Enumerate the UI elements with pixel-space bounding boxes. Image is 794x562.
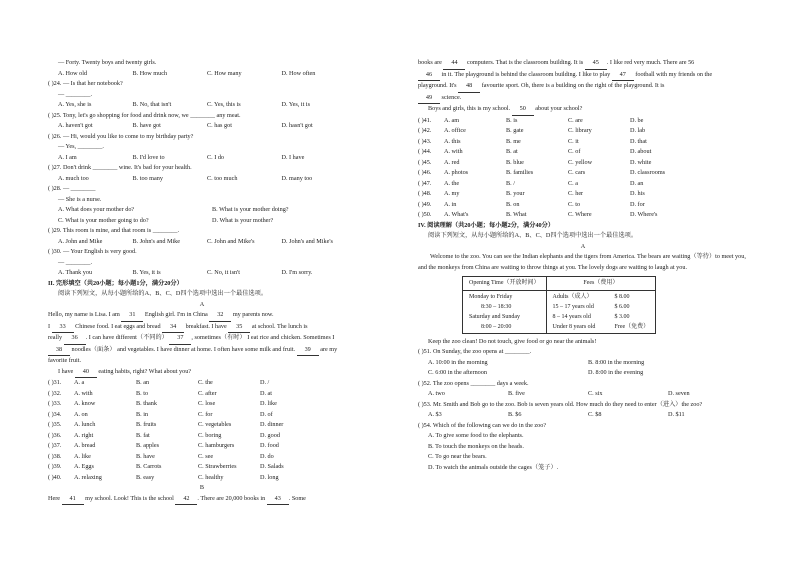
q29-options xyxy=(48,237,356,248)
passage-c-end: Keep the zoo clean! Do not touch, give food or go near the animals! xyxy=(428,337,597,345)
option[interactable]: A. like xyxy=(74,452,91,460)
cloze-question-row xyxy=(418,168,748,179)
option[interactable]: B. have xyxy=(136,452,155,460)
option[interactable]: D. be xyxy=(630,116,644,124)
option[interactable]: B. thank xyxy=(136,400,157,407)
question-number: ( )37. xyxy=(48,442,62,449)
option[interactable]: A. am xyxy=(444,116,460,124)
fee-amount: $ 6.00 xyxy=(614,303,630,310)
cloze-question-row xyxy=(418,126,748,137)
option[interactable]: B. gate xyxy=(506,127,524,134)
text: . Some xyxy=(288,494,306,502)
text: breakfast. I have xyxy=(184,322,229,330)
blank-37[interactable]: 37 xyxy=(169,333,191,345)
option[interactable]: A. 10:00 in the morning xyxy=(428,358,488,366)
option[interactable]: A. office xyxy=(444,127,466,134)
option[interactable]: A. this xyxy=(444,137,461,145)
passage-a-line xyxy=(48,367,356,379)
question-number: ( )33. xyxy=(48,400,62,407)
q24-options xyxy=(48,100,356,111)
question-number: ( )38. xyxy=(48,452,62,460)
cloze-question-row xyxy=(418,116,748,127)
option[interactable]: D. like xyxy=(260,400,277,407)
q51-options-row1 xyxy=(418,358,748,369)
option[interactable]: B. blue xyxy=(506,158,524,166)
option[interactable]: D. $11 xyxy=(668,411,685,418)
option[interactable]: A. on xyxy=(74,410,88,418)
option[interactable]: B. is xyxy=(506,116,518,124)
fee-row xyxy=(553,322,650,332)
q25-options xyxy=(48,121,356,132)
passage-b-line xyxy=(418,70,748,82)
text: books are xyxy=(418,59,444,66)
question-number: ( )48. xyxy=(418,190,432,197)
fee-amount: $ 8.00 xyxy=(614,293,630,300)
cloze-question-row xyxy=(48,462,356,473)
q26-reply: — Yes, ________. xyxy=(58,143,104,150)
option[interactable]: A. To give some food to the elephants. xyxy=(428,432,524,439)
question-number: ( )44. xyxy=(418,148,432,155)
option[interactable]: B. apples xyxy=(136,442,160,449)
q28-options-row1 xyxy=(48,205,366,216)
option[interactable]: C. has got xyxy=(207,122,232,129)
option[interactable]: C. six xyxy=(588,390,603,397)
cloze-a-options xyxy=(48,378,356,483)
option[interactable]: D. / xyxy=(260,379,270,386)
option[interactable]: D. for xyxy=(630,200,645,208)
cloze-question-row xyxy=(418,210,748,221)
blank-44[interactable]: 44 xyxy=(443,58,465,70)
q23-answer: — Forty. Twenty boys and twenty girls. xyxy=(58,59,157,66)
cloze-question-row xyxy=(48,452,356,463)
text: really xyxy=(48,334,64,341)
passage-a-line xyxy=(48,322,356,334)
option[interactable]: D. 8:00 in the evening xyxy=(588,369,644,376)
blank-45[interactable]: 45 xyxy=(585,58,607,70)
option[interactable]: D. Yes, it is xyxy=(281,101,311,108)
passage-a-line xyxy=(48,345,356,357)
q26-stem: ( )26. — Hi, would you like to come to my birthday party? xyxy=(48,132,194,140)
text: . I can have different（不同的） xyxy=(85,334,170,341)
option[interactable]: D. about xyxy=(630,148,652,155)
text: my school. Look! This is the school xyxy=(83,494,176,502)
text: I have xyxy=(58,367,75,375)
option[interactable]: D. hasn't got xyxy=(281,122,313,129)
question-number: ( )45. xyxy=(418,158,432,166)
fees-cell xyxy=(546,290,656,333)
option[interactable]: D. an xyxy=(630,179,644,187)
blank-50[interactable]: 50 xyxy=(512,104,534,116)
option[interactable]: A. What's xyxy=(444,211,469,218)
option[interactable]: D. To watch the animals outside the cages（笼子）. xyxy=(428,463,559,471)
option[interactable]: C. Strawberries xyxy=(198,463,237,470)
option[interactable]: C. the xyxy=(198,379,213,386)
cloze-question-row xyxy=(48,420,356,431)
option[interactable]: C. boring xyxy=(198,431,222,439)
option[interactable]: B. $6 xyxy=(508,411,522,418)
cloze-question-row xyxy=(418,189,748,200)
opening-line: Saturday and Sunday xyxy=(469,313,520,320)
option[interactable]: C. I do xyxy=(207,153,225,161)
option[interactable]: D. food xyxy=(260,442,279,449)
cloze-question-row xyxy=(48,431,356,442)
option[interactable]: B. on xyxy=(506,200,520,208)
blank-38[interactable]: 38 xyxy=(48,345,70,357)
q54-stem: ( )54. Which of the following can we do in the zoo? xyxy=(418,421,547,429)
table-header-fees: Fees（费用） xyxy=(546,277,656,291)
q53-options xyxy=(418,410,748,421)
option[interactable]: A. the xyxy=(444,179,460,187)
question-number: ( )49. xyxy=(418,200,432,208)
blank-39[interactable]: 39 xyxy=(297,345,319,357)
option[interactable]: A. How old xyxy=(58,69,88,77)
q30-reply: — ________. xyxy=(58,258,93,266)
option[interactable]: D. many too xyxy=(281,174,313,182)
text: Chinese food. I eat eggs and bread xyxy=(73,322,163,330)
text: , sometimes（有时） I eat rice and chicken. Sometimes I xyxy=(191,334,335,341)
option[interactable]: C. her xyxy=(568,190,584,197)
text: in it. The playground is behind the classroom building. I like to play xyxy=(440,70,612,78)
option[interactable]: C. $8 xyxy=(588,411,602,418)
passage-b-line xyxy=(418,81,748,93)
blank-41[interactable]: 41 xyxy=(62,494,84,506)
option[interactable]: D. his xyxy=(630,190,645,197)
option[interactable]: C. How many xyxy=(207,69,242,77)
fee-who: Adults（成人） xyxy=(552,293,593,300)
text: Here xyxy=(48,494,62,502)
option[interactable]: A. right xyxy=(74,431,94,439)
question-number: ( )32. xyxy=(48,389,62,397)
q52-stem: ( )52. The zoo opens ________ days a week. xyxy=(418,379,529,387)
blank-48[interactable]: 48 xyxy=(458,81,480,93)
option[interactable]: C. library xyxy=(568,127,592,134)
option[interactable]: C. a xyxy=(568,179,578,187)
opening-times-cell xyxy=(463,290,547,333)
option[interactable]: B. How much xyxy=(132,69,168,77)
q23-options xyxy=(48,69,356,80)
option[interactable]: B. have got xyxy=(132,122,161,129)
text: I xyxy=(48,322,52,330)
option[interactable]: D. that xyxy=(630,137,647,145)
question-number: ( )31. xyxy=(48,379,62,386)
question-number: ( )47. xyxy=(418,179,432,187)
option[interactable]: A. lunch xyxy=(74,421,96,428)
text: favourite sport. Oh, there is a building on the right of the playground. It is xyxy=(480,82,665,89)
table-header-opening: Opening Time（开放时间） xyxy=(463,277,547,291)
option[interactable]: A. $3 xyxy=(428,411,442,418)
option[interactable]: B. To touch the monkeys on the heads. xyxy=(428,442,524,450)
cloze-question-row xyxy=(418,200,748,211)
opening-line: 8:00 – 20:00 xyxy=(481,323,512,330)
option[interactable]: A. I am xyxy=(58,153,77,161)
cloze-question-row xyxy=(418,158,748,169)
option[interactable]: D. How often xyxy=(281,69,316,77)
text: science. xyxy=(440,93,462,101)
option[interactable]: C. hamburgers xyxy=(198,442,235,449)
zoo-info-table xyxy=(462,276,656,334)
text: my parents now. xyxy=(231,311,274,318)
cloze-question-row xyxy=(48,389,356,400)
cloze-question-row xyxy=(48,410,356,421)
option[interactable]: D. I have xyxy=(281,153,305,161)
option[interactable]: B. families xyxy=(506,169,534,176)
q30-stem: ( )30. — Your English is very good. xyxy=(48,248,137,255)
option[interactable]: C. after xyxy=(198,389,217,397)
blank-35[interactable]: 35 xyxy=(228,322,250,334)
section-4-instructions: 阅读下列短文，从每小题所给的A、B、C、D四个选项中选出一个最佳选项。 xyxy=(428,232,638,239)
section-4-title: IV. 阅读理解（共20小题；每小题2分，满分40分） xyxy=(418,221,555,229)
option[interactable]: C. vegetables xyxy=(198,421,232,428)
opening-line: Monday to Friday xyxy=(469,293,513,300)
fee-who: Under 8 years old xyxy=(552,323,596,330)
passage-b-line xyxy=(418,104,748,116)
blank-36[interactable]: 36 xyxy=(64,333,86,345)
option[interactable]: C. it xyxy=(568,137,579,145)
option[interactable]: D. of xyxy=(260,410,273,418)
q24-reply: — ________. xyxy=(58,90,93,98)
option[interactable]: B. an xyxy=(136,379,150,386)
option[interactable]: A. relaxing xyxy=(74,473,102,481)
option[interactable]: B. fat xyxy=(136,431,150,439)
fee-row xyxy=(553,302,650,312)
cloze-question-row xyxy=(418,179,748,190)
section-2-title: II. 完形填空（共20小题；每小题1分，满分20分） xyxy=(48,279,183,287)
option[interactable]: B. No, that isn't xyxy=(132,101,172,108)
q27-stem: ( )27. Don't drink ________ wine. It's bad for your health. xyxy=(48,164,192,171)
option[interactable]: C. lose xyxy=(198,400,216,407)
question-number: ( )46. xyxy=(418,169,432,176)
passage-a-line: favorite fruit. xyxy=(48,357,81,364)
option[interactable]: D. seven xyxy=(668,390,690,397)
option[interactable]: B. 8:00 in the morning xyxy=(588,358,645,366)
question-number: ( )42. xyxy=(418,127,432,134)
passage-c-label: A xyxy=(580,242,586,250)
option[interactable]: B. too many xyxy=(132,174,163,182)
option[interactable]: A. in xyxy=(444,200,457,208)
text: computers. That is the classroom building. It is xyxy=(465,59,585,66)
option[interactable]: D. classrooms xyxy=(630,169,666,176)
cloze-b-options xyxy=(418,116,748,221)
option[interactable]: B. me xyxy=(506,137,521,145)
option[interactable]: A. Thank you xyxy=(58,269,93,276)
text: English girl. I'm in China xyxy=(143,311,210,318)
option[interactable]: D. long xyxy=(260,473,279,481)
option[interactable]: C. healthy xyxy=(198,473,224,481)
option[interactable]: C. What is your mother going to do? xyxy=(58,216,149,224)
option[interactable]: C. 6:00 in the afternoon xyxy=(428,369,487,376)
option[interactable]: B. easy xyxy=(136,473,155,481)
q28-reply: — She is a nurse. xyxy=(58,195,102,203)
q25-stem: ( )25. Tony, let's go shopping for food and drink now, we ________ any meat. xyxy=(48,111,241,119)
q53-stem: ( )53. Mr. Smith and Bob go to the zoo. Bob is seven years old. How much do they need to enter（进入）the zoo? xyxy=(418,400,703,408)
blank-34[interactable]: 34 xyxy=(162,322,184,334)
passage-b-line xyxy=(418,58,748,70)
option[interactable]: A. John and Mike xyxy=(58,237,103,245)
opening-line: 8:30 – 18:30 xyxy=(481,303,512,310)
passage-a-line xyxy=(48,310,356,322)
section-2-instructions: 阅读下列短文，从每小题所给的A、B、C、D四个选项中选出一个最佳选项。 xyxy=(58,290,268,297)
blank-32[interactable]: 32 xyxy=(209,310,231,322)
option[interactable]: A. a xyxy=(74,379,85,386)
q51-options-row2 xyxy=(418,368,748,379)
option[interactable]: D. lab xyxy=(630,127,646,134)
right-column xyxy=(418,58,748,473)
cloze-question-row xyxy=(48,441,356,452)
text: noodles（面条） and vegetables. I have dinner at home. I often have some milk and fruit. xyxy=(70,345,297,353)
option[interactable]: A. haven't got xyxy=(58,122,93,129)
text: football with my friends on the xyxy=(633,70,713,78)
option[interactable]: A. photos xyxy=(444,169,469,176)
option[interactable]: C. Yes, this is xyxy=(207,101,241,108)
q26-options xyxy=(48,153,356,164)
question-number: ( )39. xyxy=(48,463,62,470)
q51-stem: ( )51. On Sunday, the zoo opens at ________. xyxy=(418,348,532,355)
blank-31[interactable]: 31 xyxy=(121,310,143,322)
passage-b-line xyxy=(418,93,748,105)
fee-row xyxy=(553,312,650,322)
fee-amount: $ 3.00 xyxy=(614,313,630,320)
q30-options xyxy=(48,268,356,279)
option[interactable]: D. John's and Mike's xyxy=(281,237,333,245)
text: eating habits, right? What about you? xyxy=(96,367,192,375)
cloze-question-row xyxy=(418,147,748,158)
text: at school. The lunch is xyxy=(250,322,308,330)
option[interactable]: C. To go near the bears. xyxy=(428,453,487,460)
question-number: ( )35. xyxy=(48,421,62,428)
blank-40[interactable]: 40 xyxy=(75,367,97,379)
left-column xyxy=(48,58,356,505)
option[interactable]: D. Where's xyxy=(630,211,658,218)
cloze-question-row xyxy=(48,473,356,484)
option[interactable]: A. much too xyxy=(58,174,89,182)
option[interactable]: B. What is your mother doing? xyxy=(212,206,289,213)
option[interactable]: A. with xyxy=(74,389,93,397)
q27-options xyxy=(48,174,356,185)
option[interactable]: C. John and Mike's xyxy=(207,237,255,245)
question-number: ( )36. xyxy=(48,431,62,439)
text: . I like red very much. There are 56 xyxy=(606,59,695,66)
option[interactable]: C. see xyxy=(198,452,214,460)
q29-stem: ( )29. This room is mine, and that room is ________. xyxy=(48,227,180,234)
option[interactable]: B. What xyxy=(506,211,527,218)
q28-stem: ( )28. — ________ xyxy=(48,185,96,192)
blank-49[interactable]: 49 xyxy=(418,93,440,105)
option[interactable]: C. Where xyxy=(568,211,592,218)
passage-a-label: A xyxy=(199,300,205,308)
option[interactable]: A. my xyxy=(444,190,460,197)
option[interactable]: B. / xyxy=(506,179,515,187)
option[interactable]: C. too much xyxy=(207,174,238,182)
option[interactable]: C. are xyxy=(568,116,583,124)
question-number: ( )40. xyxy=(48,473,62,481)
text: are my xyxy=(318,345,338,353)
option[interactable]: B. Carrots xyxy=(136,463,162,470)
option[interactable]: A. two xyxy=(428,390,445,397)
cloze-question-row xyxy=(48,378,356,389)
option[interactable]: C. cars xyxy=(568,169,586,176)
blank-46[interactable]: 46 xyxy=(418,70,440,82)
option[interactable]: D. What is your mother? xyxy=(212,216,274,224)
option[interactable]: B. Yes, it is xyxy=(132,269,161,276)
fee-who: 8 – 14 years old xyxy=(552,313,591,320)
blank-47[interactable]: 47 xyxy=(612,70,634,82)
option[interactable]: C. No, it isn't xyxy=(207,269,240,276)
option[interactable]: A. red xyxy=(444,158,460,166)
option[interactable]: B. your xyxy=(506,190,525,197)
option[interactable]: C. yellow xyxy=(568,158,593,166)
fee-amount: Free（免费） xyxy=(614,323,650,330)
cloze-question-row xyxy=(48,399,356,410)
question-number: ( )41. xyxy=(418,116,432,124)
option[interactable]: B. to xyxy=(136,389,149,397)
option[interactable]: A. know xyxy=(74,400,96,407)
option[interactable]: B. five xyxy=(508,390,525,397)
passage-c-text: Welcome to the zoo. You can see the Indian elephants and the tigers from America. The bears are waiting（等待）to meet you, and the monkeys from China are waiting to throw things at you. The lovely dogs are waiting to laugh at you. xyxy=(418,253,746,271)
text: Hello, my name is Lisa. I am xyxy=(48,311,122,318)
passage-b-label: B xyxy=(199,484,205,491)
option[interactable]: D. good xyxy=(260,431,280,439)
option[interactable]: B. I'd love to xyxy=(132,153,165,161)
option[interactable]: C. to xyxy=(568,200,581,208)
option[interactable]: D. do xyxy=(260,452,274,460)
text: about your school? xyxy=(533,105,583,112)
question-number: ( )43. xyxy=(418,137,432,145)
q52-options xyxy=(418,389,748,400)
option[interactable]: D. at xyxy=(260,389,273,397)
passage-b-line xyxy=(48,494,356,506)
q28-options-row2 xyxy=(48,216,366,227)
text: . There are 20,000 books in xyxy=(197,494,267,502)
option[interactable]: A. Eggs xyxy=(74,463,94,470)
text: playground. It's xyxy=(418,82,459,89)
option[interactable]: C. for xyxy=(198,410,213,418)
option[interactable]: D. Salads xyxy=(260,463,284,470)
fee-who: 15 – 17 years old xyxy=(552,303,594,310)
blank-33[interactable]: 33 xyxy=(52,322,74,334)
option[interactable]: B. John's and Mike xyxy=(132,237,181,245)
option[interactable]: D. I'm sorry. xyxy=(281,269,313,276)
passage-a-line xyxy=(48,333,356,345)
fee-row xyxy=(553,292,650,302)
option[interactable]: D. dinner xyxy=(260,421,284,428)
option[interactable]: A. with xyxy=(444,148,463,155)
question-number: ( )34. xyxy=(48,410,62,418)
question-number: ( )50. xyxy=(418,211,432,218)
option[interactable]: B. at xyxy=(506,148,518,155)
cloze-question-row xyxy=(418,137,748,148)
option[interactable]: D. white xyxy=(630,158,652,166)
option[interactable]: A. Yes, she is xyxy=(58,101,92,108)
option[interactable]: B. in xyxy=(136,410,149,418)
option[interactable]: A. What does your mother do? xyxy=(58,206,135,213)
blank-43[interactable]: 43 xyxy=(267,494,289,506)
option[interactable]: B. fruits xyxy=(136,421,157,428)
option[interactable]: A. bread xyxy=(74,442,96,449)
option[interactable]: C. of xyxy=(568,148,581,155)
text: Boys and girls, this is my school. xyxy=(428,105,512,112)
q24-stem: ( )24. — Is that her notebook? xyxy=(48,80,123,87)
blank-42[interactable]: 42 xyxy=(175,494,197,506)
